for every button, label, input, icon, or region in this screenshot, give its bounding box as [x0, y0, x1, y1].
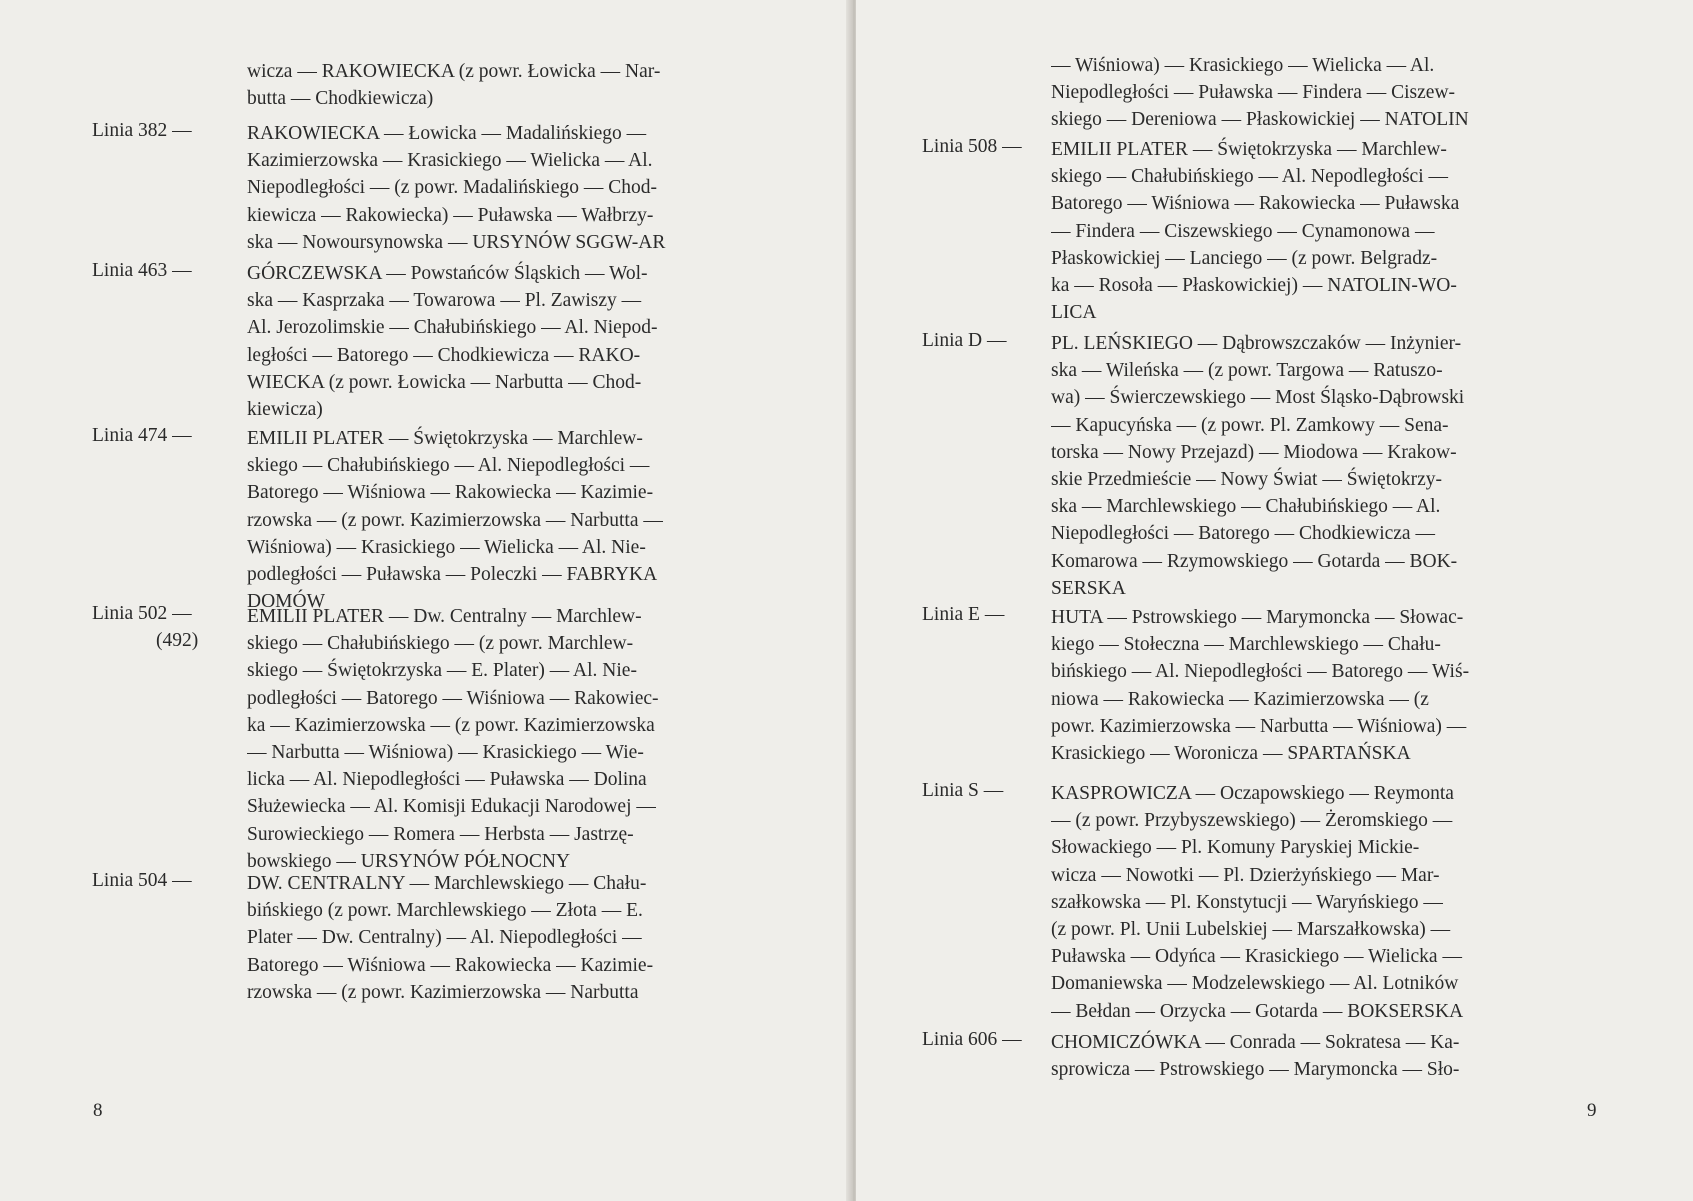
- route-text: [1051, 780, 1566, 1025]
- text-line: — Narbutta — Wiśniowa) — Krasickiego — Wie-: [247, 741, 644, 763]
- route-label: Linia 606 —: [922, 1029, 1022, 1050]
- text-line: Batorego — Wiśniowa — Rakowiecka — Kazimie-: [247, 482, 654, 504]
- route-text: [247, 603, 767, 875]
- text-line: Al. Jerozolimskie — Chałubińskiego — Al. Niepod-: [247, 317, 658, 339]
- text-line: Wiśniowa) — Krasickiego — Wielicka — Al. Nie-: [247, 536, 646, 558]
- text-line: ska — Marchlewskiego — Chałubińskiego — Al.: [1051, 496, 1441, 518]
- text-line: powr. Kazimierzowska — Narbutta — Wiśniowa) —: [1051, 715, 1467, 737]
- text-line: wicza — Nowotki — Pl. Dzierżyńskiego — Mar-: [1051, 864, 1440, 886]
- text-line: Batorego — Wiśniowa — Rakowiecka — Kazimie-: [247, 954, 654, 976]
- route-text: [247, 870, 767, 1006]
- text-line: Puławska — Odyńca — Krasickiego — Wielicka —: [1051, 946, 1462, 968]
- text-line: Batorego — Wiśniowa — Rakowiecka — Puławska: [1051, 193, 1460, 215]
- route-label: Linia 474 —: [92, 425, 192, 446]
- text-line: Służewiecka — Al. Komisji Edukacji Narodowej —: [247, 796, 656, 818]
- text-line: Płaskowickiej — Lanciego — (z powr. Belgradz-: [1051, 247, 1438, 269]
- text-line: rzowska — (z powr. Kazimierzowska — Narbutta: [247, 981, 639, 1003]
- text-line: Komarowa — Rzymowskiego — Gotarda — BOK-: [1051, 550, 1458, 572]
- text-line: — (z powr. Przybyszewskiego) — Żeromskiego —: [1051, 810, 1453, 832]
- text-line: skie Przedmieście — Nowy Świat — Świętokrzy-: [1051, 468, 1443, 490]
- text-line: Niepodległości — Batorego — Chodkiewicza —: [1051, 523, 1435, 545]
- text-line: kiewicza — Rakowiecka) — Puławska — Wałbrzy-: [247, 204, 654, 226]
- text-line: Słowackiego — Pl. Komuny Paryskiej Mickie-: [1051, 837, 1420, 859]
- text-line: wicza — RAKOWIECKA (z powr. Łowicka — Nar-: [247, 61, 661, 82]
- text-line: szałkowska — Pl. Konstytucji — Waryńskiego —: [1051, 891, 1443, 913]
- page-number: 8: [93, 1100, 103, 1121]
- text-line: Surowieckiego — Romera — Herbsta — Jastrzę-: [247, 823, 634, 845]
- route-label: Linia 463 —: [92, 260, 192, 281]
- text-line: torska — Nowy Przejazd) — Miodowa — Krakow-: [1051, 441, 1457, 463]
- text-line: ska — Kasprzaka — Towarowa — Pl. Zawiszy —: [247, 290, 642, 312]
- route-label: Linia D —: [922, 330, 1007, 351]
- text-line: RAKOWIECKA — Łowicka — Madalińskiego —: [247, 123, 647, 144]
- text-line: skiego — Chałubińskiego — (z powr. Marchlew-: [247, 633, 634, 655]
- route-label: Linia 502 —: [92, 603, 192, 624]
- text-line: KASPROWICZA — Oczapowskiego — Reymonta: [1051, 783, 1454, 804]
- text-line: rzowska — (z powr. Kazimierzowska — Narbutta —: [247, 509, 663, 531]
- text-line: — Findera — Ciszewskiego — Cynamonowa —: [1051, 220, 1435, 242]
- route-text: [247, 260, 767, 423]
- text-line: butta — Chodkiewicza): [247, 88, 434, 110]
- route-label: Linia 504 —: [92, 870, 192, 891]
- route-text: [1051, 136, 1566, 326]
- text-line: LICA: [1051, 302, 1097, 324]
- route-text: [1051, 1029, 1566, 1083]
- text-line: skiego — Chałubińskiego — Al. Niepodległości —: [247, 455, 650, 477]
- text-line: wa) — Świerczewskiego — Most Śląsko-Dąbrowski: [1051, 387, 1465, 409]
- text-line: ka — Rosoła — Płaskowickiej) — NATOLIN-WO-: [1051, 274, 1457, 296]
- text-line: licka — Al. Niepodległości — Puławska — Dolina: [247, 769, 647, 791]
- text-line: Kazimierzowska — Krasickiego — Wielicka — Al.: [247, 150, 653, 172]
- text-line: skiego — Świętokrzyska — E. Plater) — Al. Nie-: [247, 660, 637, 682]
- route-label: Linia E —: [922, 604, 1005, 625]
- route-text: [1051, 330, 1566, 602]
- text-line: ległości — Batorego — Chodkiewicza — RAKO-: [247, 344, 641, 366]
- text-line: bowskiego — URSYNÓW PÓŁNOCNY: [247, 850, 571, 872]
- text-line: bińskiego — Al. Niepodległości — Batorego — Wiś-: [1051, 661, 1470, 683]
- text-line: CHOMICZÓWKA — Conrada — Sokratesa — Ka-: [1051, 1032, 1460, 1053]
- text-line: EMILII PLATER — Świętokrzyska — Marchlew-: [247, 428, 643, 449]
- text-line: (z powr. Pl. Unii Lubelskiej — Marszałkowska) —: [1051, 918, 1451, 940]
- route-alt-number: (492): [156, 630, 199, 651]
- route-label: Linia 382 —: [92, 120, 192, 141]
- text-line: skiego — Dereniowa — Płaskowickiej — NATOLIN: [1051, 109, 1469, 131]
- text-line: SERSKA: [1051, 577, 1126, 599]
- text-line: sprowicza — Pstrowskiego — Marymoncka — Sło-: [1051, 1059, 1460, 1081]
- text-line: DW. CENTRALNY — Marchlewskiego — Chału-: [247, 873, 647, 894]
- route-text: [247, 425, 767, 615]
- text-line: ka — Kazimierzowska — (z powr. Kazimierzowska: [247, 714, 655, 736]
- page-number: 9: [1587, 1100, 1597, 1121]
- right-page: [856, 0, 1693, 1201]
- text-line: Niepodległości — (z powr. Madalińskiego — Chod-: [247, 177, 657, 199]
- route-text: [247, 120, 767, 256]
- text-line: skiego — Chałubińskiego — Al. Nepodległości —: [1051, 166, 1449, 188]
- text-line: podległości — Batorego — Wiśniowa — Rakowiec-: [247, 687, 659, 709]
- text-line: PL. LEŃSKIEGO — Dąbrowszczaków — Inżynier-: [1051, 333, 1462, 354]
- text-line: kiego — Stołeczna — Marchlewskiego — Chału-: [1051, 634, 1441, 656]
- text-line: DOMÓW: [247, 591, 325, 613]
- text-line: ska — Nowoursynowska — URSYNÓW SGGW-AR: [247, 231, 666, 253]
- route-label: Linia S —: [922, 780, 1004, 801]
- text-line: ska — Wileńska — (z powr. Targowa — Ratuszo-: [1051, 360, 1443, 382]
- route-label: Linia 508 —: [922, 136, 1022, 157]
- route-text: [1051, 604, 1566, 767]
- text-line: Domaniewska — Modzelewskiego — Al. Lotników: [1051, 973, 1459, 995]
- text-line: EMILII PLATER — Świętokrzyska — Marchlew-: [1051, 139, 1447, 160]
- text-line: GÓRCZEWSKA — Powstańców Śląskich — Wol-: [247, 263, 648, 284]
- text-line: Plater — Dw. Centralny) — Al. Niepodległości —: [247, 927, 642, 949]
- text-line: Krasickiego — Woronicza — SPARTAŃSKA: [1051, 742, 1411, 764]
- text-line: EMILII PLATER — Dw. Centralny — Marchlew-: [247, 606, 642, 627]
- text-line: WIECKA (z powr. Łowicka — Narbutta — Chod-: [247, 371, 642, 393]
- text-line: — Bełdan — Orzycka — Gotarda — BOKSERSKA: [1051, 1000, 1464, 1022]
- continuation-text: [247, 58, 767, 112]
- continuation-text: [1051, 52, 1566, 134]
- text-line: podległości — Puławska — Poleczki — FABRYKA: [247, 563, 658, 585]
- text-line: bińskiego (z powr. Marchlewskiego — Złota — E.: [247, 900, 643, 922]
- text-line: HUTA — Pstrowskiego — Marymoncka — Słowac-: [1051, 607, 1464, 628]
- text-line: niowa — Rakowiecka — Kazimierzowska — (z: [1051, 688, 1429, 710]
- text-line: — Kapucyńska — (z powr. Pl. Zamkowy — Sena-: [1051, 414, 1449, 436]
- text-line: — Wiśniowa) — Krasickiego — Wielicka — Al.: [1051, 55, 1435, 76]
- text-line: Niepodległości — Puławska — Findera — Ciszew-: [1051, 82, 1456, 104]
- text-line: kiewicza): [247, 398, 323, 420]
